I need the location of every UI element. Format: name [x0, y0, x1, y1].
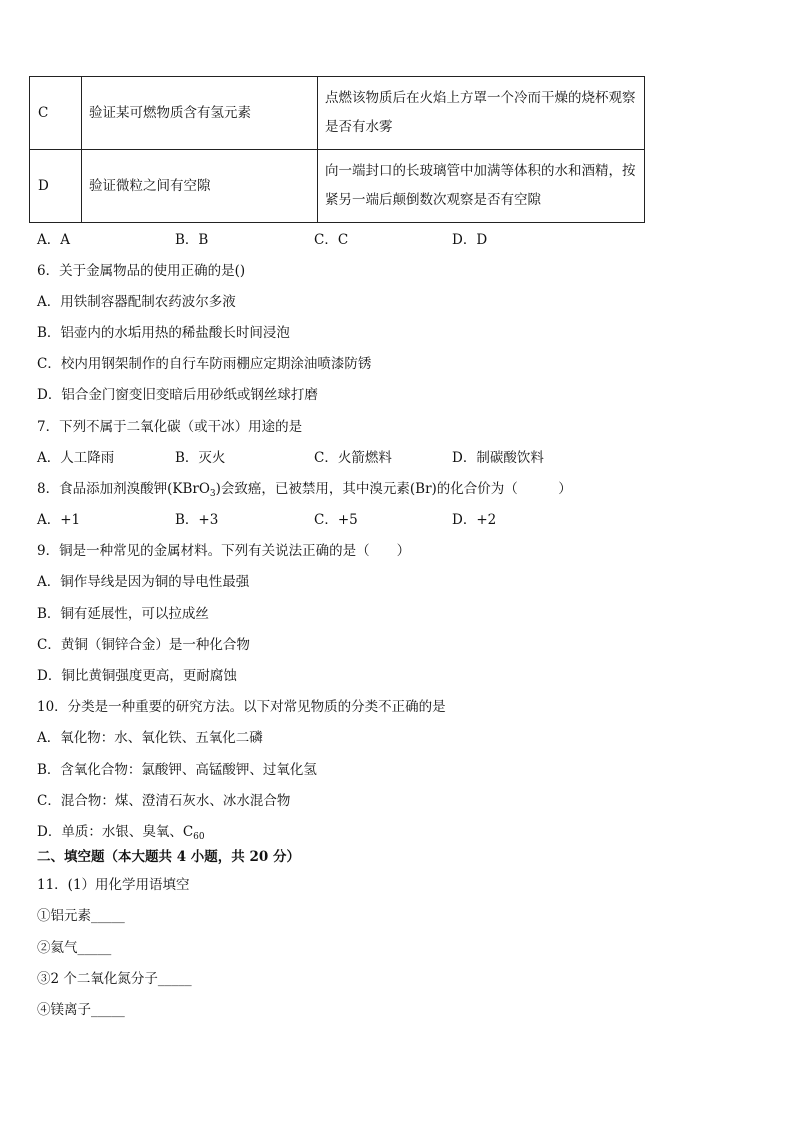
section-heading: 二、填空题（本大题共 4 小题，共 20 分） — [37, 849, 300, 865]
q8-subscript: 3 — [209, 489, 216, 499]
q8-stem — [37, 480, 572, 503]
table-row — [30, 150, 645, 223]
q10-option-a: A．氧化物：水、氧化铁、五氧化二磷 — [37, 730, 263, 746]
choice-b: B．+3 — [175, 512, 219, 528]
q9-option-a: A．铜作导线是因为铜的导电性最强 — [37, 574, 250, 590]
q6-option-d: D．铝合金门窗变旧变暗后用砂纸或钢丝球打磨 — [37, 387, 318, 403]
q9-option-b: B．铜有延展性，可以拉成丝 — [37, 606, 209, 622]
q9-option-c: C．黄铜（铜锌合金）是一种化合物 — [37, 637, 250, 653]
table-cell-option: D — [30, 150, 82, 223]
q9-option-d: D．铜比黄铜强度更高，更耐腐蚀 — [37, 668, 237, 684]
q10-option-b: B．含氧化合物：氯酸钾、高锰酸钾、过氧化氢 — [37, 762, 317, 778]
choice-a: A．+1 — [37, 512, 81, 528]
q11-item-3: ③2 个二氧化氮分子_____ — [37, 971, 192, 987]
q9-stem: 9．铜是一种常见的金属材料。下列有关说法正确的是（ ） — [37, 543, 411, 559]
q6-option-b: B．铝壶内的水垢用热的稀盐酸长时间浸泡 — [37, 325, 290, 341]
q10-option-d — [37, 823, 205, 846]
q11-stem: 11．(1）用化学用语填空 — [37, 877, 190, 893]
q11-item-4: ④镁离子_____ — [37, 1002, 125, 1018]
q11-item-2: ②氦气_____ — [37, 940, 112, 956]
table-cell-purpose: 验证微粒之间有空隙 — [82, 150, 318, 223]
choice-d: D．D — [452, 232, 488, 248]
experiment-table — [29, 76, 645, 223]
choice-c: C．C — [314, 232, 349, 248]
table-cell-option: C — [30, 77, 82, 150]
q6-stem: 6．关于金属物品的使用正确的是() — [37, 263, 246, 279]
table-cell-purpose: 验证某可燃物质含有氢元素 — [82, 77, 318, 150]
choice-c: C．火箭燃料 — [314, 450, 392, 466]
q10-stem: 10．分类是一种重要的研究方法。以下对常见物质的分类不正确的是 — [37, 699, 446, 715]
q11-item-1: ①铝元素_____ — [37, 908, 125, 924]
table-cell-method: 向一端封口的长玻璃管中加满等体积的水和酒精，按紧另一端后颠倒数次观察是否有空隙 — [318, 150, 645, 223]
choice-d: D．制碳酸饮料 — [452, 450, 544, 466]
q6-option-a: A．用铁制容器配制农药波尔多液 — [37, 294, 236, 310]
choice-b: B．灭火 — [175, 450, 226, 466]
q8-stem-text-end: )会致癌，已被禁用，其中溴元素(Br)的化合价为（ ） — [215, 481, 572, 497]
choice-a: A．人工降雨 — [37, 450, 115, 466]
q7-stem: 7．下列不属于二氧化碳（或干冰）用途的是 — [37, 419, 303, 435]
choice-d: D．+2 — [452, 512, 497, 528]
choice-a: A．A — [37, 232, 70, 248]
choice-b: B．B — [175, 232, 209, 248]
q10-option-d-text: D．单质：水银、臭氧、C — [37, 824, 194, 840]
q8-stem-text: 8．食品添加剂溴酸钾(KBrO — [37, 481, 210, 497]
table-row — [30, 77, 645, 150]
q10-subscript: 60 — [193, 832, 205, 842]
q6-option-c: C．校内用钢架制作的自行车防雨棚应定期涂油喷漆防锈 — [37, 356, 372, 372]
choice-c: C．+5 — [314, 512, 358, 528]
table-cell-method: 点燃该物质后在火焰上方罩一个冷而干燥的烧杯观察是否有水雾 — [318, 77, 645, 150]
q10-option-c: C．混合物：煤、澄清石灰水、冰水混合物 — [37, 793, 291, 809]
